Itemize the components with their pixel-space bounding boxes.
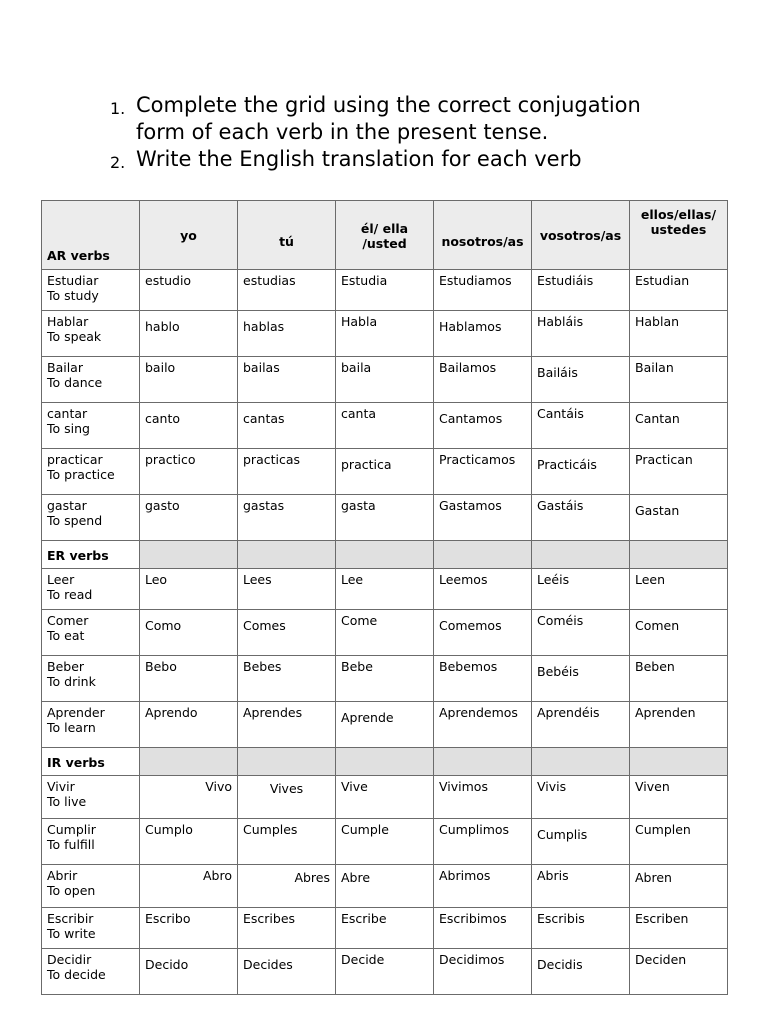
section-fill	[140, 541, 238, 569]
section-fill	[238, 748, 336, 776]
form-tu[interactable]: estudias	[238, 270, 336, 311]
section-fill	[434, 541, 532, 569]
verb-english: To fulfill	[47, 837, 95, 852]
form-nosotros[interactable]: Bebemos	[434, 656, 532, 702]
verb-cell	[42, 449, 140, 495]
table-row	[42, 908, 728, 949]
form-tu[interactable]: bailas	[238, 357, 336, 403]
table-row	[42, 702, 728, 748]
header-tu: tú	[238, 201, 336, 270]
verb-cell	[42, 776, 140, 819]
form-yo[interactable]: Bebo	[140, 656, 238, 702]
verb-english: To decide	[47, 967, 106, 982]
verb-infinitive: Comer	[47, 613, 89, 628]
section-fill	[434, 748, 532, 776]
form-nosotros[interactable]: Cumplimos	[434, 819, 532, 865]
instructions-list	[110, 92, 670, 173]
form-el[interactable]: Escribe	[336, 908, 434, 949]
form-nosotros[interactable]: Comemos	[434, 610, 532, 656]
form-nosotros[interactable]: Bailamos	[434, 357, 532, 403]
verb-english: To study	[47, 288, 99, 303]
form-yo[interactable]: practico	[140, 449, 238, 495]
form-yo[interactable]: Leo	[140, 569, 238, 610]
verb-infinitive: Escribir	[47, 911, 94, 926]
verb-english: To speak	[47, 329, 102, 344]
verb-cell	[42, 908, 140, 949]
verb-english: To drink	[47, 674, 96, 689]
table-row	[42, 819, 728, 865]
form-vosotros[interactable]: Escribis	[532, 908, 630, 949]
verb-infinitive: Bailar	[47, 360, 83, 375]
form-tu[interactable]: cantas	[238, 403, 336, 449]
form-ellos[interactable]: Bailan	[630, 357, 728, 403]
form-vosotros[interactable]: Habláis	[532, 311, 630, 357]
section-fill	[238, 541, 336, 569]
header-vosotros: vosotros/as	[532, 201, 630, 270]
form-yo[interactable]: hablo	[140, 311, 238, 357]
form-vosotros[interactable]: Decidis	[532, 949, 630, 995]
form-tu[interactable]: Escribes	[238, 908, 336, 949]
form-el[interactable]: canta	[336, 403, 434, 449]
form-tu[interactable]: gastas	[238, 495, 336, 541]
table-row	[42, 569, 728, 610]
verb-cell	[42, 819, 140, 865]
header-yo: yo	[140, 201, 238, 270]
form-vosotros[interactable]: Cumplis	[532, 819, 630, 865]
form-ellos[interactable]: Beben	[630, 656, 728, 702]
form-yo[interactable]: Como	[140, 610, 238, 656]
table-row	[42, 865, 728, 908]
form-tu[interactable]: practicas	[238, 449, 336, 495]
form-nosotros[interactable]: Escribimos	[434, 908, 532, 949]
section-label-ir: IR verbs	[42, 748, 140, 776]
verb-infinitive: Leer	[47, 572, 75, 587]
instruction-number: 1.	[110, 99, 126, 118]
verb-english: To practice	[47, 467, 115, 482]
form-el[interactable]: Abre	[336, 865, 434, 908]
form-vosotros[interactable]: Abris	[532, 865, 630, 908]
verb-english: To eat	[47, 628, 85, 643]
form-tu[interactable]: Decides	[238, 949, 336, 995]
verb-english: To dance	[47, 375, 103, 390]
form-el[interactable]: Lee	[336, 569, 434, 610]
header-row	[42, 201, 728, 270]
table-row	[42, 949, 728, 995]
form-tu[interactable]: Vives	[238, 776, 336, 819]
verb-infinitive: practicar	[47, 452, 103, 467]
verb-infinitive: gastar	[47, 498, 87, 513]
verb-infinitive: cantar	[47, 406, 88, 421]
verb-infinitive: Vivir	[47, 779, 75, 794]
section-fill	[630, 748, 728, 776]
verb-infinitive: Decidir	[47, 952, 92, 967]
verb-infinitive: Abrir	[47, 868, 78, 883]
form-el[interactable]: practica	[336, 449, 434, 495]
table-row	[42, 610, 728, 656]
table-row	[42, 656, 728, 702]
verb-english: To write	[47, 926, 96, 941]
table-row	[42, 776, 728, 819]
form-el[interactable]: Decide	[336, 949, 434, 995]
table-row	[42, 270, 728, 311]
form-tu[interactable]: Cumples	[238, 819, 336, 865]
form-yo[interactable]: canto	[140, 403, 238, 449]
section-label-er: ER verbs	[42, 541, 140, 569]
form-el[interactable]: baila	[336, 357, 434, 403]
section-fill	[532, 748, 630, 776]
form-nosotros[interactable]: Gastamos	[434, 495, 532, 541]
form-nosotros[interactable]: Abrimos	[434, 865, 532, 908]
conjugation-grid	[41, 200, 728, 995]
header-ar-verbs: AR verbs	[42, 201, 140, 270]
form-el[interactable]: Vive	[336, 776, 434, 819]
form-yo[interactable]: Aprendo	[140, 702, 238, 748]
verb-cell	[42, 495, 140, 541]
table-row	[42, 311, 728, 357]
form-yo[interactable]: Abro	[140, 865, 238, 908]
table-row	[42, 357, 728, 403]
form-nosotros[interactable]: Hablamos	[434, 311, 532, 357]
form-el[interactable]: Bebe	[336, 656, 434, 702]
section-row-ir	[42, 748, 728, 776]
verb-cell	[42, 357, 140, 403]
form-vosotros[interactable]: Vivis	[532, 776, 630, 819]
form-ellos[interactable]: Hablan	[630, 311, 728, 357]
form-ellos[interactable]: Viven	[630, 776, 728, 819]
table-row	[42, 403, 728, 449]
form-ellos[interactable]: Escriben	[630, 908, 728, 949]
table-row	[42, 449, 728, 495]
verb-cell	[42, 865, 140, 908]
form-vosotros[interactable]: Cantáis	[532, 403, 630, 449]
form-tu[interactable]: Bebes	[238, 656, 336, 702]
form-yo[interactable]: Vivo	[140, 776, 238, 819]
form-tu[interactable]: Lees	[238, 569, 336, 610]
form-vosotros[interactable]: Aprendéis	[532, 702, 630, 748]
instruction-text: Complete the grid using the correct conjugation form of each verb in the present tense.	[136, 93, 641, 144]
verb-cell	[42, 311, 140, 357]
section-fill	[532, 541, 630, 569]
form-el[interactable]: Cumple	[336, 819, 434, 865]
form-ellos[interactable]: Leen	[630, 569, 728, 610]
verb-english: To spend	[47, 513, 103, 528]
section-fill	[140, 748, 238, 776]
verb-cell	[42, 569, 140, 610]
form-ellos[interactable]: Deciden	[630, 949, 728, 995]
verb-english: To sing	[47, 421, 90, 436]
verb-english: To live	[47, 794, 87, 809]
verb-cell	[42, 403, 140, 449]
form-el[interactable]: Habla	[336, 311, 434, 357]
form-nosotros[interactable]: Vivimos	[434, 776, 532, 819]
section-fill	[336, 748, 434, 776]
form-ellos[interactable]: Gastan	[630, 495, 728, 541]
form-yo[interactable]: Escribo	[140, 908, 238, 949]
form-yo[interactable]: estudio	[140, 270, 238, 311]
verb-cell	[42, 656, 140, 702]
form-vosotros[interactable]: Bebéis	[532, 656, 630, 702]
form-vosotros[interactable]: Coméis	[532, 610, 630, 656]
form-el[interactable]: Estudia	[336, 270, 434, 311]
form-vosotros[interactable]: Leéis	[532, 569, 630, 610]
form-el[interactable]: gasta	[336, 495, 434, 541]
verb-infinitive: Aprender	[47, 705, 105, 720]
verb-infinitive: Beber	[47, 659, 85, 674]
form-tu[interactable]: Comes	[238, 610, 336, 656]
form-tu[interactable]: hablas	[238, 311, 336, 357]
form-vosotros[interactable]: Estudiáis	[532, 270, 630, 311]
form-ellos[interactable]: Cumplen	[630, 819, 728, 865]
header-el-ella-usted: él/ ella /usted	[336, 201, 434, 270]
form-vosotros[interactable]: Practicáis	[532, 449, 630, 495]
form-el[interactable]: Aprende	[336, 702, 434, 748]
form-nosotros[interactable]: Cantamos	[434, 403, 532, 449]
verb-cell	[42, 270, 140, 311]
form-nosotros[interactable]: Aprendemos	[434, 702, 532, 748]
header-nosotros: nosotros/as	[434, 201, 532, 270]
section-fill	[336, 541, 434, 569]
verb-cell	[42, 702, 140, 748]
header-ellos-ellas-ustedes: ellos/ellas/ ustedes	[630, 201, 728, 270]
form-vosotros[interactable]: Gastáis	[532, 495, 630, 541]
form-nosotros[interactable]: Estudiamos	[434, 270, 532, 311]
form-ellos[interactable]: Aprenden	[630, 702, 728, 748]
form-el[interactable]: Come	[336, 610, 434, 656]
instruction-item	[110, 146, 670, 173]
form-tu[interactable]: Aprendes	[238, 702, 336, 748]
instruction-item	[110, 92, 670, 146]
form-ellos[interactable]: Cantan	[630, 403, 728, 449]
form-yo[interactable]: bailo	[140, 357, 238, 403]
instruction-number: 2.	[110, 153, 126, 172]
instruction-text: Write the English translation for each verb	[136, 147, 582, 171]
form-yo[interactable]: gasto	[140, 495, 238, 541]
form-yo[interactable]: Cumplo	[140, 819, 238, 865]
verb-infinitive: Hablar	[47, 314, 89, 329]
verb-cell	[42, 949, 140, 995]
form-nosotros[interactable]: Decidimos	[434, 949, 532, 995]
table-row	[42, 495, 728, 541]
form-nosotros[interactable]: Practicamos	[434, 449, 532, 495]
form-ellos[interactable]: Estudian	[630, 270, 728, 311]
verb-infinitive: Cumplir	[47, 822, 96, 837]
form-yo[interactable]: Decido	[140, 949, 238, 995]
form-vosotros[interactable]: Bailáis	[532, 357, 630, 403]
verb-infinitive: Estudiar	[47, 273, 99, 288]
form-nosotros[interactable]: Leemos	[434, 569, 532, 610]
section-row-er	[42, 541, 728, 569]
verb-cell	[42, 610, 140, 656]
verb-english: To read	[47, 587, 93, 602]
verb-english: To learn	[47, 720, 96, 735]
form-ellos[interactable]: Abren	[630, 865, 728, 908]
section-fill	[630, 541, 728, 569]
form-ellos[interactable]: Comen	[630, 610, 728, 656]
form-tu[interactable]: Abres	[238, 865, 336, 908]
form-ellos[interactable]: Practican	[630, 449, 728, 495]
verb-english: To open	[47, 883, 96, 898]
